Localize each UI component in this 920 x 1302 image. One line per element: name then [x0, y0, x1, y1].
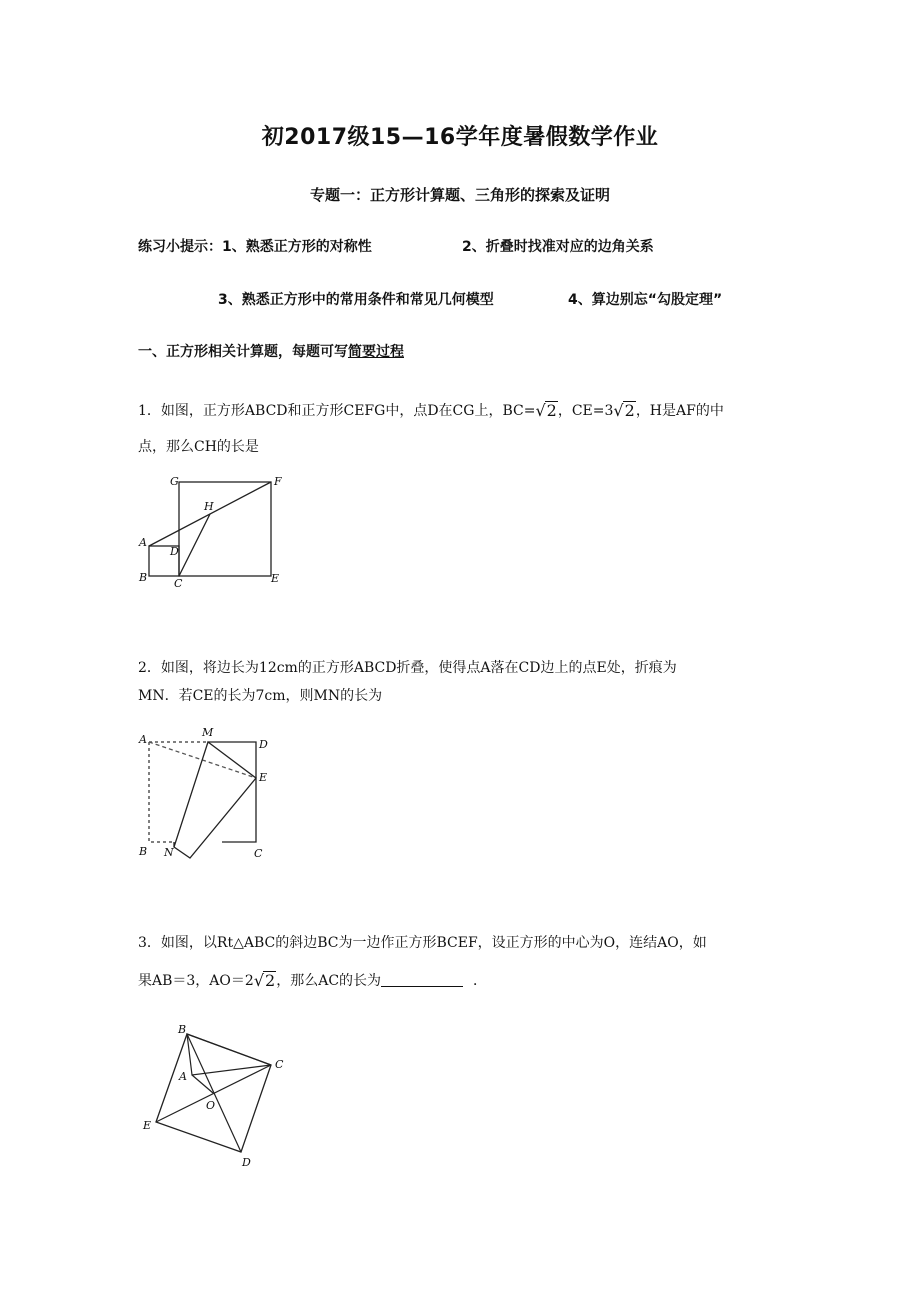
q2-figure	[130, 722, 290, 867]
q1-text-a: 1．如图，正方形ABCD和正方形CEFG中，点D在CG上，BC=	[138, 403, 536, 419]
segment-ch	[179, 514, 210, 576]
tips-label: 练习小提示：	[138, 239, 222, 255]
label-d: D	[259, 738, 268, 751]
q1-sqrt-2: √2	[613, 401, 635, 420]
q1-sqrt-2-radicand: 2	[624, 401, 635, 420]
label-c: C	[174, 577, 183, 590]
q3-text-a: 果AB＝3，AO＝2	[138, 973, 254, 989]
label-m: M	[202, 726, 214, 739]
label-a: A	[139, 536, 147, 549]
label-b: B	[139, 571, 148, 584]
triangle-abc	[187, 1034, 271, 1075]
label-e: E	[143, 1119, 152, 1132]
q2-line-2: MN．若CE的长为7cm，则MN的长为	[138, 688, 383, 704]
tip-1: 1、熟悉正方形的对称性	[222, 239, 372, 255]
q3-line-2	[138, 970, 487, 990]
label-o: O	[206, 1099, 216, 1112]
label-d: D	[242, 1156, 251, 1168]
label-f: F	[274, 475, 282, 488]
topic-subtitle: 专题一：正方形计算题、三角形的探索及证明	[309, 186, 610, 204]
tips-line-1	[138, 236, 372, 256]
section-1-underlined: 简要过程	[348, 344, 404, 360]
label-b: B	[178, 1023, 187, 1036]
label-e: E	[271, 572, 280, 585]
q1-line-1	[138, 400, 724, 420]
section-1-heading	[138, 341, 404, 361]
q1-sqrt-1-radicand: 2	[546, 401, 557, 420]
tip-2: 2、折叠时找准对应的边角关系	[462, 239, 654, 255]
q1-text-c: ，H是AF的中	[635, 403, 724, 419]
original-square-dashed	[149, 742, 174, 842]
q3-figure	[138, 1018, 298, 1168]
label-b: B	[139, 845, 148, 858]
answer-blank[interactable]	[381, 972, 463, 987]
label-d: D	[170, 545, 179, 558]
label-a: A	[139, 733, 147, 746]
label-n: N	[164, 846, 174, 859]
q1-sqrt-1: √2	[535, 401, 557, 420]
q2-line-1: 2．如图，将边长为12cm的正方形ABCD折叠，使得点A落在CD边上的点E处，折痕为	[138, 660, 677, 676]
q3-sqrt: √2	[253, 971, 276, 990]
label-a: A	[179, 1070, 187, 1083]
q3-sqrt-radicand: 2	[265, 971, 276, 990]
label-c: C	[254, 847, 263, 860]
q1-line-2: 点，那么CH的长是	[138, 439, 259, 455]
tip-3: 3、熟悉正方形中的常用条件和常见几何模型	[218, 292, 494, 308]
square-cefg	[179, 482, 271, 576]
label-h: H	[204, 500, 214, 513]
label-c: C	[275, 1058, 284, 1071]
label-e: E	[259, 771, 268, 784]
label-g: G	[170, 475, 179, 488]
q3-text-c: ．	[473, 973, 488, 989]
folded-flap	[174, 742, 256, 858]
tip-4: 4、算边别忘“勾股定理”	[568, 292, 723, 308]
q3-line-1: 3．如图，以Rt△ABC的斜边BC为一边作正方形BCEF，设正方形的中心为O，连结AO，如	[138, 935, 707, 951]
page-title: 初2017级15—16学年度暑假数学作业	[261, 125, 659, 150]
q1-figure	[130, 470, 300, 595]
q1-text-b: ，CE=3	[557, 403, 614, 419]
section-1-prefix: 一、正方形相关计算题，每题可写	[138, 344, 348, 360]
q3-text-b: ，那么AC的长为	[276, 973, 382, 989]
